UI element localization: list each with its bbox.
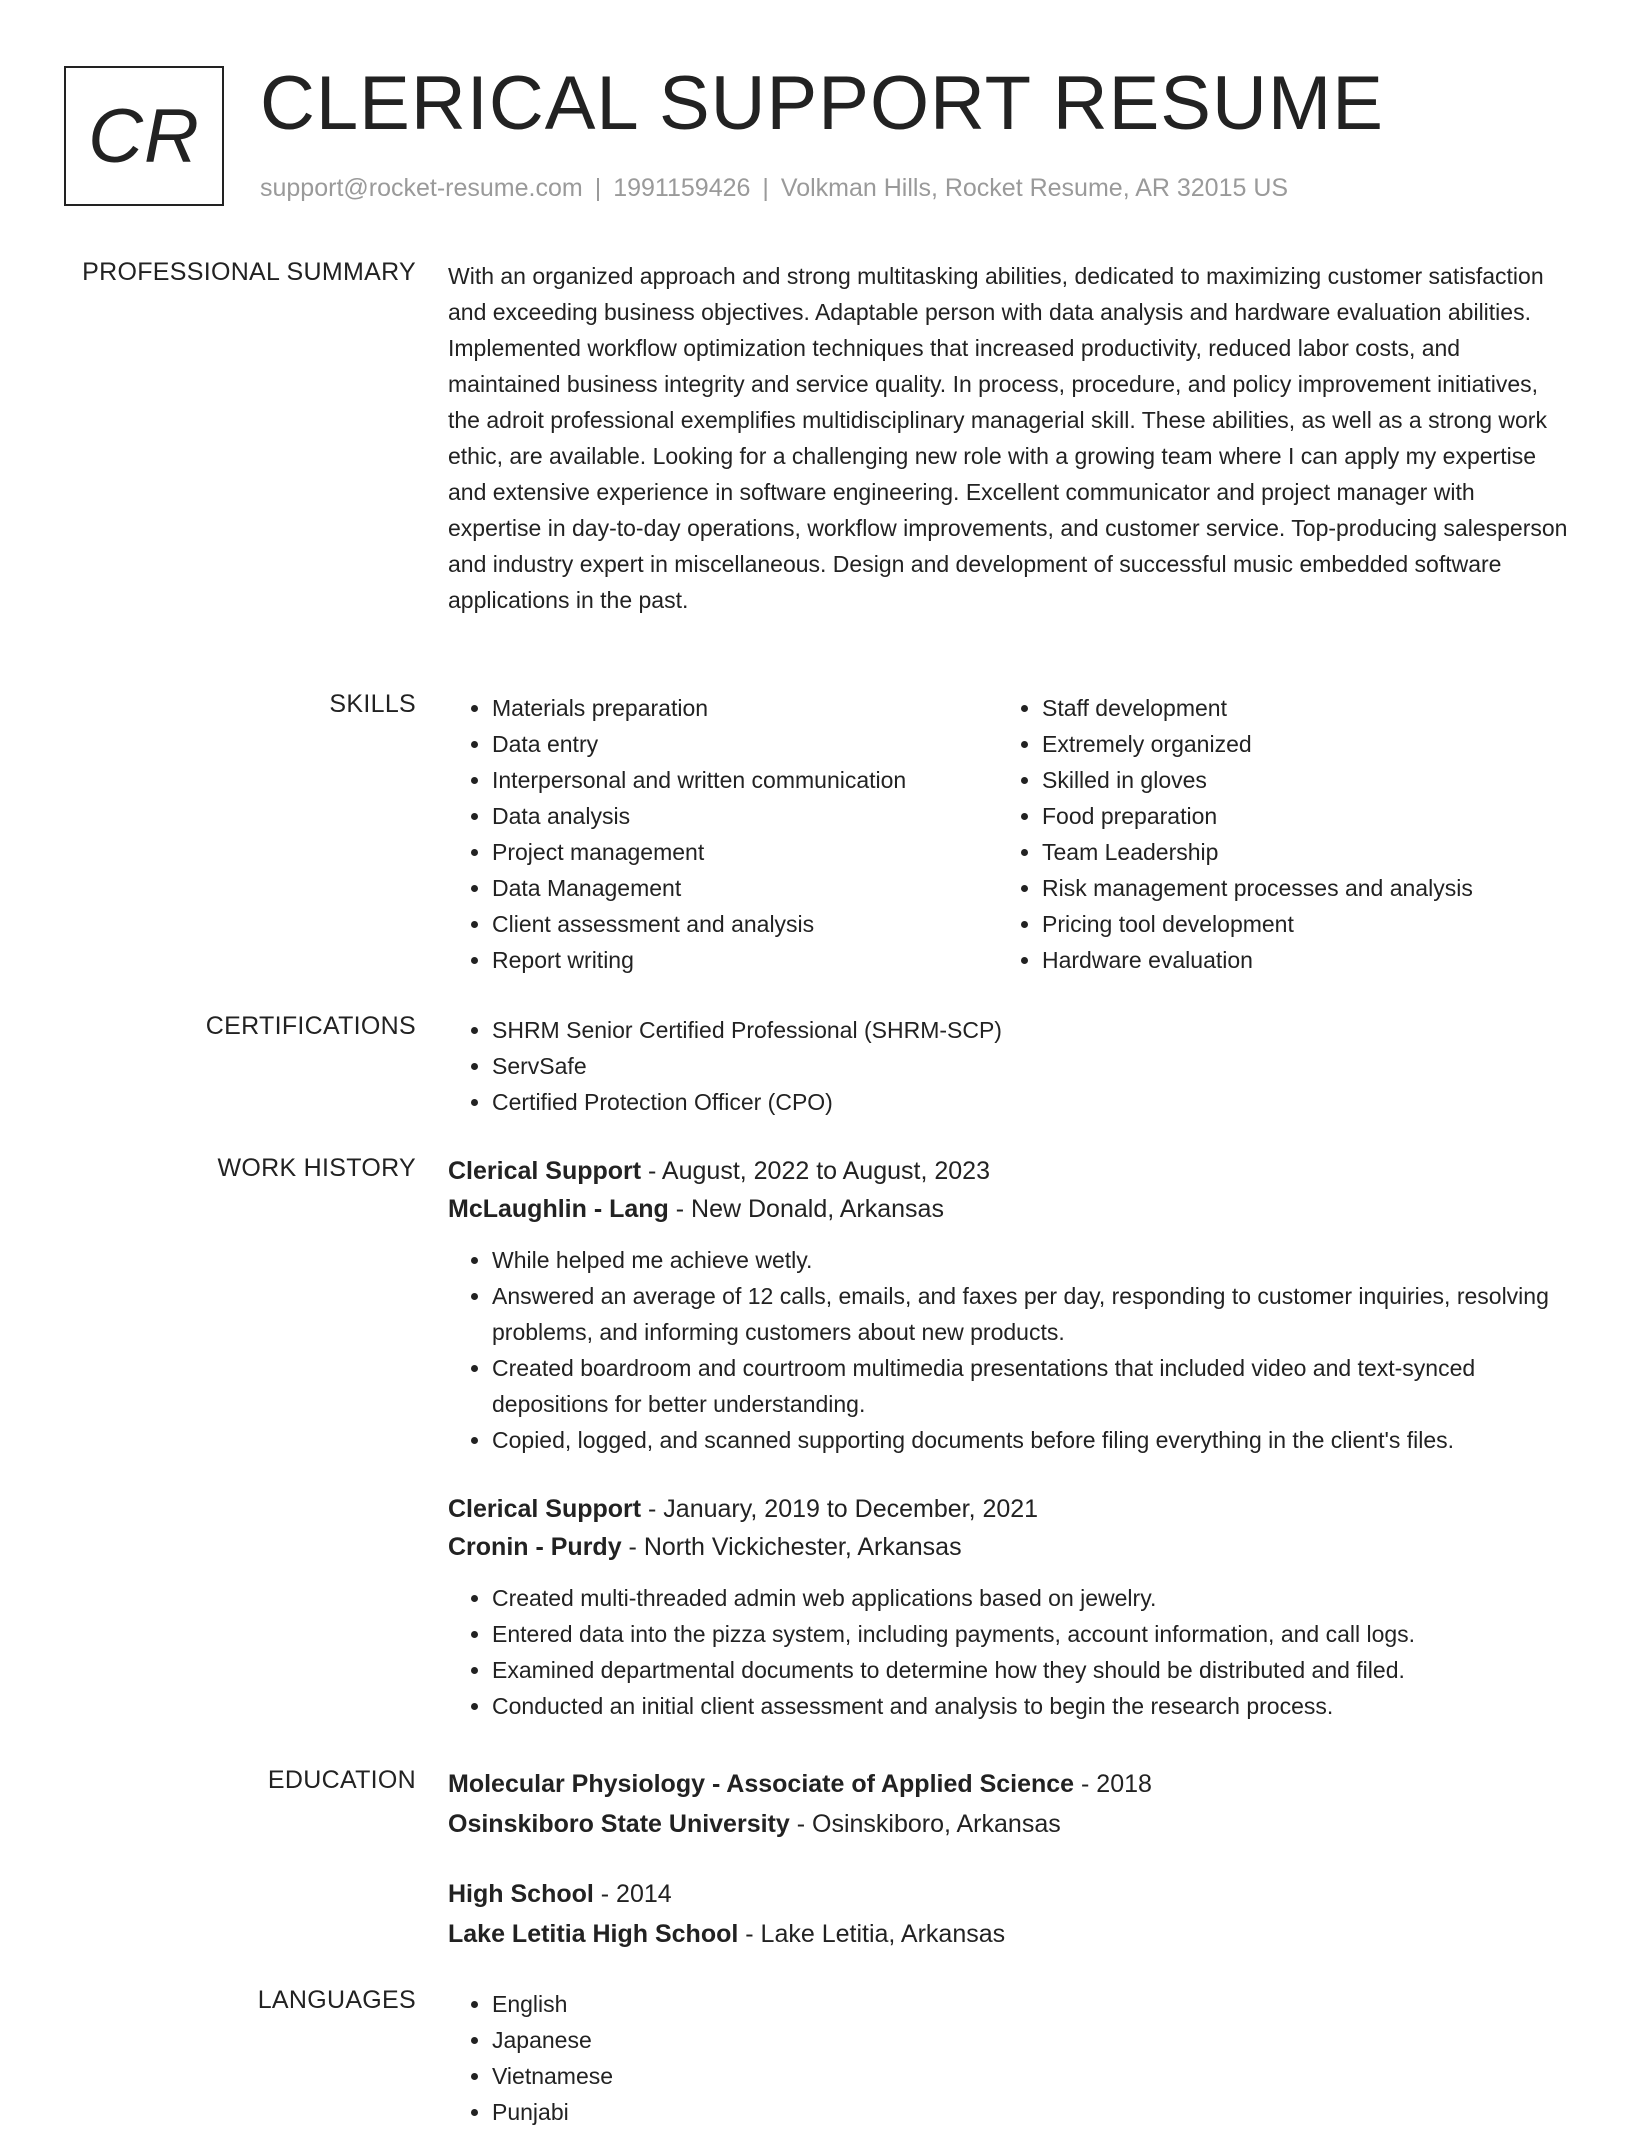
skills-list-2 — [998, 690, 1558, 978]
job-company: McLaughlin - Lang — [448, 1195, 669, 1223]
list-item: • While helped me achieve wetly. — [492, 1242, 1568, 1278]
education-body — [448, 1764, 1568, 1954]
job-location: - North Vickichester, Arkansas — [621, 1533, 962, 1561]
languages-body — [448, 1986, 1568, 2130]
job-company-line — [448, 1528, 1568, 1566]
work-history-label: WORK HISTORY — [217, 1154, 416, 1182]
resume-header — [64, 61, 1564, 226]
certifications-label: CERTIFICATIONS — [205, 1012, 416, 1040]
list-item: • Materials preparation — [492, 690, 998, 726]
education-location: - Lake Letitia, Arkansas — [738, 1920, 1006, 1948]
summary-text: With an organized approach and strong multitasking abilities, dedicated to maximizing customer satisfaction and exceeding business objectives. Adaptable person with data analysis and hardware evaluation abilities. Implemented workflow optimization techniques that increased productivity, reduced labor costs, and maintained business integrity and service quality. In process, procedure, and policy improvement initiatives, the adroit professional exemplifies multidisciplinary managerial skill. These abilities, as well as a strong work ethic, are available. Looking for a challenging new role with a growing team where I can apply my expertise and extensive experience in software engineering. Excellent communicator and project manager with expertise in day-to-day operations, workflow improvements, and customer service. Top-producing salesperson and industry expert in miscellaneous. Design and development of successful music embedded software applications in the past. — [448, 263, 1568, 613]
education-entry — [448, 1764, 1568, 1844]
list-item: • Team Leadership — [1042, 834, 1558, 870]
list-item: • Staff development — [1042, 690, 1558, 726]
education-location: - Osinskiboro, Arkansas — [789, 1810, 1061, 1838]
summary-body — [448, 258, 1568, 618]
certifications-list — [448, 1012, 1568, 1120]
contact-line — [260, 174, 1288, 203]
list-item: • Interpersonal and written communication — [492, 762, 998, 798]
contact-separator: | — [762, 174, 769, 202]
languages-list — [448, 1986, 1568, 2130]
education-school: Lake Letitia High School — [448, 1920, 739, 1948]
education-year: - 2014 — [593, 1880, 672, 1908]
education-degree: Molecular Physiology - Associate of Applied Science — [448, 1770, 1075, 1798]
job-title-line — [448, 1490, 1568, 1528]
certifications-body — [448, 1012, 1568, 1120]
list-item: • Punjabi — [492, 2094, 1568, 2130]
contact-separator: | — [594, 174, 602, 202]
education-degree-line — [448, 1874, 1568, 1914]
list-item: • Conducted an initial client assessment and analysis to begin the research process. — [492, 1688, 1568, 1724]
job-title-line — [448, 1152, 1568, 1190]
list-item: • Client assessment and analysis — [492, 906, 998, 942]
education-school: Osinskiboro State University — [448, 1810, 790, 1838]
job-dates: - January, 2019 to December, 2021 — [641, 1495, 1039, 1523]
job-title: Clerical Support — [448, 1495, 642, 1523]
list-item: • Data entry — [492, 726, 998, 762]
education-label: EDUCATION — [267, 1766, 416, 1794]
list-item: • Food preparation — [1042, 798, 1558, 834]
list-item: • Data Management — [492, 870, 998, 906]
list-item: • Extremely organized — [1042, 726, 1558, 762]
list-item: • Created boardroom and courtroom multimedia presentations that included video and text-synced depositions for better understanding. — [492, 1350, 1568, 1422]
job-location: - New Donald, Arkansas — [668, 1195, 944, 1223]
list-item: • Answered an average of 12 calls, emails, and faxes per day, responding to customer inquiries, resolving problems, and informing customers about new products. — [492, 1278, 1568, 1350]
education-entry — [448, 1874, 1568, 1954]
list-item: • Project management — [492, 834, 998, 870]
job-company-line — [448, 1190, 1568, 1228]
list-item: • Data analysis — [492, 798, 998, 834]
job-entry — [448, 1152, 1568, 1458]
education-school-line — [448, 1804, 1568, 1844]
education-degree: High School — [448, 1880, 594, 1908]
monogram-box: CR — [64, 66, 224, 206]
summary-label: PROFESSIONAL SUMMARY — [82, 258, 416, 286]
list-item: • Entered data into the pizza system, including payments, account information, and call logs. — [492, 1616, 1568, 1652]
work-history-body — [448, 1152, 1568, 1724]
list-item: • SHRM Senior Certified Professional (SHRM-SCP) — [492, 1012, 1568, 1048]
list-item: • Report writing — [492, 942, 998, 978]
list-item: • Risk management processes and analysis — [1042, 870, 1558, 906]
contact-address: Volkman Hills, Rocket Resume, AR 32015 US — [780, 174, 1289, 202]
list-item: • Copied, logged, and scanned supporting documents before filing everything in the client's files. — [492, 1422, 1568, 1458]
job-dates: - August, 2022 to August, 2023 — [641, 1157, 990, 1185]
education-degree-line — [448, 1764, 1568, 1804]
job-bullets — [448, 1580, 1568, 1724]
list-item: • Skilled in gloves — [1042, 762, 1558, 798]
list-item: • Certified Protection Officer (CPO) — [492, 1084, 1568, 1120]
list-item: • English — [492, 1986, 1568, 2022]
job-bullets — [448, 1242, 1568, 1458]
list-item: • Hardware evaluation — [1042, 942, 1558, 978]
job-entry — [448, 1490, 1568, 1724]
job-company: Cronin - Purdy — [448, 1533, 622, 1561]
contact-email[interactable]: support@rocket-resume.com — [260, 174, 583, 202]
job-title: Clerical Support — [448, 1157, 642, 1185]
list-item: • ServSafe — [492, 1048, 1568, 1084]
education-year: - 2018 — [1074, 1770, 1152, 1798]
list-item: • Japanese — [492, 2022, 1568, 2058]
list-item: • Pricing tool development — [1042, 906, 1558, 942]
list-item: • Vietnamese — [492, 2058, 1568, 2094]
contact-phone[interactable]: 1991159426 — [613, 174, 751, 202]
skills-body — [448, 690, 1568, 978]
skills-list-1 — [448, 690, 998, 978]
list-item: • Examined departmental documents to determine how they should be distributed and filed. — [492, 1652, 1568, 1688]
skills-label: SKILLS — [329, 690, 416, 718]
list-item: • Created multi-threaded admin web applications based on jewelry. — [492, 1580, 1568, 1616]
page-title: CLERICAL SUPPORT RESUME — [260, 61, 1384, 146]
languages-label: LANGUAGES — [257, 1986, 416, 2014]
education-school-line — [448, 1914, 1568, 1954]
